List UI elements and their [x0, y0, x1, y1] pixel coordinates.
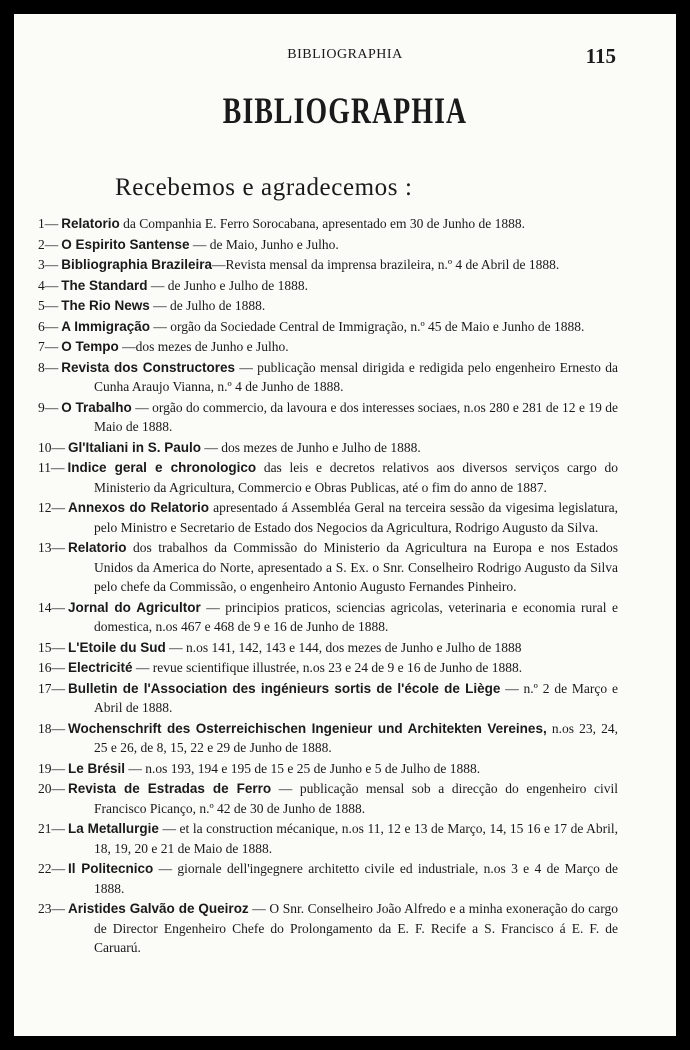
book-page — [14, 14, 676, 1036]
running-head: BIBLIOGRAPHIA — [287, 47, 403, 62]
bibliography-entry — [38, 214, 618, 234]
bibliography-entry — [38, 458, 618, 497]
entry-number: 5— — [38, 298, 59, 313]
bibliography-entry — [38, 598, 618, 637]
entry-title: La Metallurgie — [68, 821, 159, 836]
entry-number: 18— — [38, 720, 65, 736]
bibliography-entry — [38, 819, 618, 858]
entry-title: Electricité — [68, 660, 133, 675]
entry-number: 3— — [38, 257, 59, 272]
entry-description: —Revista mensal da imprensa brazileira, n.º 4 de Abril de 1888. — [212, 257, 560, 272]
entry-description: — dos mezes de Junho e Julho de 1888. — [200, 439, 421, 455]
page-number: 115 — [585, 44, 616, 68]
entry-title: Revista de Estradas de Ferro — [68, 781, 272, 796]
entry-number: 9— — [38, 399, 59, 415]
entry-number: 20— — [38, 781, 65, 796]
entry-number: 14— — [38, 599, 65, 615]
entry-description: — orgão do commercio, da lavoura e dos interesses sociaes, n.os 280 e 281 de 12 e 19 de Maio de 1888. — [94, 399, 619, 434]
entry-title: The Standard — [61, 277, 148, 293]
entry-number: 11— — [38, 460, 65, 475]
entry-number: 4— — [38, 277, 59, 293]
entry-description: das leis e decretos relativos aos diversos serviços cargo do Ministerio da Agricultura, Commercio e Obras Publicas, até o fim do anno de 1887. — [94, 460, 618, 495]
bibliography-entry — [38, 438, 618, 458]
bibliography-entry — [38, 538, 618, 597]
entry-number: 10— — [38, 439, 65, 455]
entry-description: — publicação mensal sob a direcção do engenheiro civil Francisco Picanço, n.º 42 de 30 de Junho de 1888. — [94, 781, 618, 816]
entry-description: — n.os 141, 142, 143 e 144, dos mezes de Junho e Julho de 1888 — [165, 639, 522, 655]
entry-description: — de Junho e Julho de 1888. — [147, 277, 308, 293]
entry-description: — n.os 193, 194 e 195 de 15 e 25 de Junho e 5 de Julho de 1888. — [125, 760, 481, 776]
bibliography-entry — [38, 759, 618, 779]
bibliography-entry — [38, 235, 618, 255]
bibliography-entry — [38, 779, 618, 818]
entry-title: Revista dos Constructores — [61, 359, 235, 375]
bibliography-entry — [38, 638, 618, 658]
entry-title: The Rio News — [61, 298, 150, 313]
entry-title: Il Politecnico — [68, 861, 154, 876]
entry-title: Le Brésil — [68, 760, 126, 776]
entry-number: 7— — [38, 339, 59, 354]
entry-title: Gl'Italiani in S. Paulo — [68, 439, 201, 455]
entry-number: 8— — [38, 359, 59, 375]
entry-description: — publicação mensal dirigida e redigida pelo engenheiro Ernesto da Cunha Araujo Vianna, n.º 4 de Junho de 1888. — [94, 359, 618, 394]
entry-title: Jornal do Agricultor — [68, 599, 201, 615]
entry-number: 12— — [38, 500, 65, 515]
entry-title: Aristides Galvão de Queiroz — [68, 901, 249, 916]
bibliography-entry — [38, 679, 618, 718]
entry-description: dos trabalhos da Commissão do Ministerio da Agricultura na Europa e nos Estados Unidos da America do Norte, apresentado a S. Ex. o Snr. Conselheiro Rodrigo Augusto da Silva pelo chefe da Commissão, o engenheiro Antonio Augusto Fernandes Pinheiro. — [94, 540, 618, 594]
bibliography-entry — [38, 658, 618, 678]
entry-description: n.os 23, 24, 25 e 26, de 8, 15, 22 e 29 de Junho de 1888. — [94, 720, 618, 755]
bibliography-entry — [38, 337, 618, 357]
bibliography-entry — [38, 719, 618, 758]
entry-description: — giornale dell'ingegnere architetto civile ed industriale, n.os 3 e 4 de Março de 1888. — [94, 861, 618, 896]
entry-title: O Tempo — [61, 339, 119, 354]
entry-description: — n.º 2 de Março e Abril de 1888. — [94, 680, 618, 715]
entry-number: 1— — [38, 216, 59, 231]
entry-title: Indice geral e chronologico — [67, 460, 257, 475]
entry-number: 2— — [38, 236, 59, 252]
entry-title: O Espirito Santense — [61, 236, 190, 252]
entry-number: 15— — [38, 639, 65, 655]
entry-title: Bulletin de l'Association des ingénieurs sortis de l'école de Liège — [68, 680, 501, 696]
entry-title: O Trabalho — [61, 399, 132, 415]
bibliography-entry — [38, 859, 618, 898]
entry-description: — O Snr. Conselheiro João Alfredo e a minha exoneração do cargo de Director Engenheiro Chefe do Prolongamento da E. F. Recife a S. Francisco á E. F. de Caruarú. — [94, 901, 618, 955]
bibliography-entry — [38, 255, 618, 275]
entry-number: 13— — [38, 540, 65, 555]
entry-title: Annexos do Relatorio — [68, 500, 210, 515]
bibliography-entry — [38, 296, 618, 316]
entry-number: 17— — [38, 680, 65, 696]
section-subtitle: Recebemos e agradecemos : — [115, 174, 413, 201]
entry-number: 16— — [38, 660, 65, 675]
bibliography-entry — [38, 358, 618, 397]
entry-title: Relatorio — [68, 540, 127, 555]
bibliography-entry — [38, 317, 618, 337]
entry-title: Bibliographia Brazileira — [61, 257, 213, 272]
entry-description: — de Maio, Junho e Julho. — [189, 236, 339, 252]
bibliography-entry — [38, 398, 618, 437]
entry-title: Wochenschrift des Osterreichischen Ingenieur und Architekten Vereines, — [68, 720, 547, 736]
bibliography-list — [38, 214, 618, 959]
entry-description: — revue scientifique illustrée, n.os 23 e 24 de 9 e 16 de Junho de 1888. — [132, 660, 523, 675]
bibliography-entry — [38, 498, 618, 537]
entry-description: — principios praticos, sciencias agricolas, veterinaria e economia rural e domestica, n.os 467 e 468 de 9 e 16 de Junho de 1888. — [94, 599, 618, 634]
entry-description: — de Julho de 1888. — [149, 298, 266, 313]
entry-description: da Companhia E. Ferro Sorocabana, apresentado em 30 de Junho de 1888. — [119, 216, 526, 231]
entry-description: —dos mezes de Junho e Julho. — [118, 339, 289, 354]
entry-description: — orgão da Sociedade Central de Immigração, n.º 45 de Maio e Junho de 1888. — [150, 318, 585, 334]
entry-number: 21— — [38, 821, 65, 836]
bibliography-entry — [38, 276, 618, 296]
bibliography-entry — [38, 899, 618, 958]
entry-number: 6— — [38, 318, 59, 334]
entry-number: 19— — [38, 760, 65, 776]
entry-description: — et la construction mécanique, n.os 11, 12 e 13 de Março, 14, 15 16 e 17 de Abril, 18, 19, 20 e 21 de Maio de 1888. — [94, 821, 618, 856]
entry-number: 22— — [38, 861, 65, 876]
page-title: BIBLIOGRAPHIA — [222, 91, 468, 132]
entry-number: 23— — [38, 901, 65, 916]
entry-title: L'Etoile du Sud — [68, 639, 166, 655]
entry-title: Relatorio — [61, 216, 120, 231]
entry-title: A Immigração — [61, 318, 151, 334]
entry-description: apresentado á Assembléa Geral na terceira sessão da vigesima legislatura, pelo Ministro e Secretario de Estado dos Negocios da Agricultura, Rodrigo Augusto da Silva. — [94, 500, 619, 535]
